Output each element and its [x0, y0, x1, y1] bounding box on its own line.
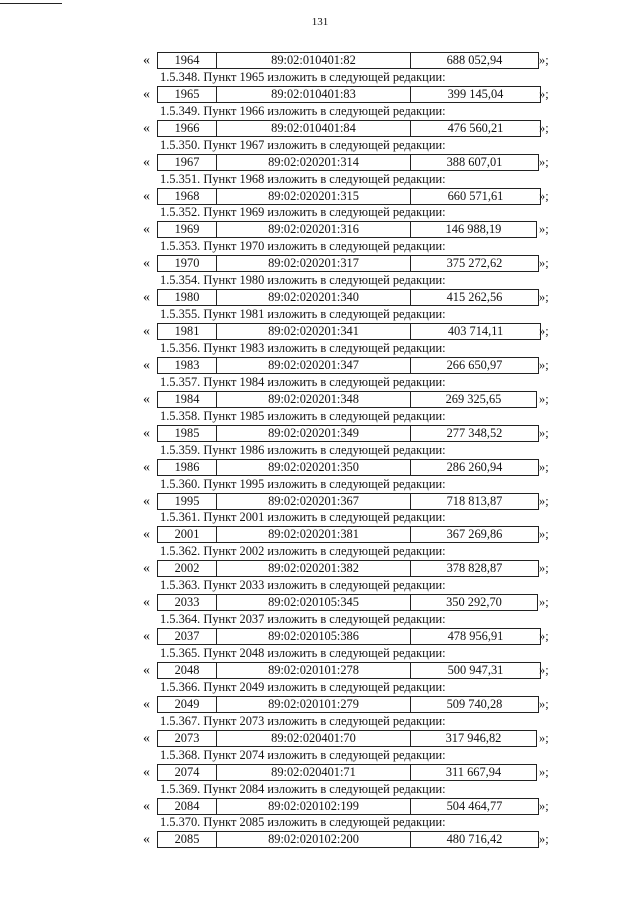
cadastral-number-cell: 89:02:020401:71: [216, 765, 410, 780]
value-cell: 480 716,42: [410, 832, 538, 847]
value-cell: 476 560,21: [410, 121, 540, 136]
item-number-cell: 2001: [174, 527, 200, 542]
quote-close: »;: [539, 493, 549, 508]
quote-open: «: [143, 764, 150, 780]
amendment-entry: [0, 240, 640, 274]
amendment-paragraph: 1.5.362. Пункт 2002 изложить в следующей редакции:: [160, 544, 446, 559]
table-row-box: [157, 696, 539, 713]
value-cell: 504 464,77: [410, 799, 538, 814]
quote-close: »;: [539, 53, 549, 67]
quote-open: «: [143, 391, 150, 407]
document-body: [0, 52, 640, 850]
cadastral-number-cell: 89:02:020201:367: [216, 494, 410, 509]
cadastral-number-cell: 89:02:020201:340: [216, 290, 410, 305]
amendment-entry: [0, 173, 640, 207]
amendment-paragraph: 1.5.370. Пункт 2085 изложить в следующей редакции:: [160, 815, 446, 830]
table-row-box: [157, 255, 539, 272]
quote-close: »;: [539, 154, 549, 169]
table-row: [0, 52, 640, 69]
table-row-box: [157, 323, 541, 340]
quote-close: »;: [539, 256, 549, 271]
value-cell: 277 348,52: [410, 426, 538, 441]
amendment-entry: [0, 783, 640, 817]
value-cell: 311 667,94: [410, 765, 536, 780]
quote-open: «: [143, 663, 150, 679]
cadastral-number-cell: 89:02:020102:200: [216, 832, 410, 847]
amendment-entry: [0, 206, 640, 240]
amendment-paragraph: 1.5.353. Пункт 1970 изложить в следующей редакции:: [160, 239, 446, 254]
amendment-paragraph: 1.5.368. Пункт 2074 изложить в следующей редакции:: [160, 747, 446, 762]
item-number-cell: 2037: [174, 629, 200, 644]
table-row: [0, 357, 640, 374]
amendment-entry: [0, 511, 640, 545]
value-cell: 660 571,61: [410, 189, 540, 204]
amendment-paragraph: 1.5.348. Пункт 1965 изложить в следующей редакции:: [160, 69, 446, 84]
quote-open: «: [143, 256, 150, 272]
value-cell: 146 988,19: [410, 222, 536, 237]
table-row-box: [157, 188, 541, 205]
amendment-paragraph: 1.5.361. Пункт 2001 изложить в следующей редакции:: [160, 510, 446, 525]
amendment-paragraph: 1.5.349. Пункт 1966 изложить в следующей редакции:: [160, 103, 446, 118]
item-number-cell: 2085: [174, 832, 200, 847]
item-number-cell: 1970: [174, 256, 200, 271]
amendment-paragraph: 1.5.355. Пункт 1981 изложить в следующей редакции:: [160, 307, 446, 322]
amendment-entry: [0, 308, 640, 342]
amendment-entry: [0, 749, 640, 783]
quote-open: «: [143, 120, 150, 136]
amendment-entry: [0, 545, 640, 579]
cadastral-number-cell: 89:02:020201:317: [216, 256, 410, 271]
item-number-cell: 1968: [174, 188, 200, 203]
table-row: [0, 493, 640, 510]
quote-close: »;: [539, 798, 549, 813]
amendment-paragraph: 1.5.354. Пункт 1980 изложить в следующей редакции:: [160, 273, 446, 288]
value-cell: 688 052,94: [410, 53, 538, 68]
quote-close: »;: [539, 86, 549, 101]
amendment-entry: [0, 478, 640, 512]
quote-close: »;: [539, 120, 549, 135]
item-number-cell: 1969: [174, 222, 200, 237]
amendment-entry: [0, 342, 640, 376]
quote-open: «: [143, 188, 150, 204]
quote-open: «: [143, 290, 150, 306]
value-cell: 350 292,70: [410, 595, 537, 610]
cadastral-number-cell: 89:02:010401:84: [216, 121, 410, 136]
amendment-entry: [0, 274, 640, 308]
cadastral-number-cell: 89:02:020105:386: [216, 629, 410, 644]
quote-open: «: [143, 222, 150, 238]
item-number-cell: 1984: [174, 391, 200, 406]
value-cell: 286 260,94: [410, 460, 538, 475]
quote-close: »;: [539, 629, 549, 644]
table-row-box: [157, 560, 539, 577]
amendment-paragraph: 1.5.359. Пункт 1986 изложить в следующей редакции:: [160, 442, 446, 457]
cadastral-number-cell: 89:02:020201:382: [216, 561, 410, 576]
table-row: [0, 391, 640, 408]
item-number-cell: 1967: [174, 154, 200, 169]
table-row-box: [157, 86, 541, 103]
amendment-entry: [0, 139, 640, 173]
table-row: [0, 323, 640, 340]
item-number-cell: 1965: [174, 86, 200, 101]
quote-close: »;: [539, 324, 549, 339]
quote-open: «: [143, 53, 150, 68]
quote-open: «: [143, 86, 150, 102]
table-row-box: [157, 730, 537, 747]
quote-open: «: [143, 629, 150, 645]
cadastral-number-cell: 89:02:020101:279: [216, 697, 410, 712]
amendment-entry: [0, 681, 640, 715]
value-cell: 375 272,62: [410, 256, 538, 271]
cadastral-number-cell: 89:02:020101:278: [216, 663, 410, 678]
quote-open: «: [143, 696, 150, 712]
amendment-paragraph: 1.5.357. Пункт 1984 изложить в следующей редакции:: [160, 374, 446, 389]
cadastral-number-cell: 89:02:020201:381: [216, 527, 410, 542]
cadastral-number-cell: 89:02:020201:341: [216, 324, 410, 339]
table-row-box: [157, 120, 541, 137]
table-row: [0, 560, 640, 577]
item-number-cell: 1983: [174, 358, 200, 373]
amendment-paragraph: 1.5.358. Пункт 1985 изложить в следующей редакции:: [160, 408, 446, 423]
quote-open: «: [143, 459, 150, 475]
table-row: [0, 831, 640, 848]
quote-close: »;: [539, 527, 549, 542]
amendment-entry: [0, 71, 640, 105]
table-row: [0, 798, 640, 815]
cadastral-number-cell: 89:02:020401:70: [216, 731, 410, 746]
value-cell: 399 145,04: [410, 87, 540, 102]
item-number-cell: 2084: [174, 798, 200, 813]
page-number: 131: [311, 16, 329, 28]
table-row-box: [157, 357, 539, 374]
amendment-paragraph: 1.5.364. Пункт 2037 изложить в следующей редакции:: [160, 612, 446, 627]
amendment-paragraph: 1.5.356. Пункт 1983 изложить в следующей редакции:: [160, 341, 446, 356]
table-row-box: [157, 221, 537, 238]
value-cell: 718 813,87: [410, 494, 538, 509]
amendment-paragraph: 1.5.360. Пункт 1995 изложить в следующей редакции:: [160, 476, 446, 491]
item-number-cell: 1981: [174, 324, 200, 339]
table-row-box: [157, 459, 539, 476]
table-row: [0, 86, 640, 103]
value-cell: 403 714,11: [410, 324, 540, 339]
table-row-box: [157, 52, 539, 69]
table-row: [0, 730, 640, 747]
table-row-entry: [0, 52, 640, 71]
quote-close: »;: [539, 391, 549, 406]
item-number-cell: 1986: [174, 459, 200, 474]
table-row: [0, 154, 640, 171]
cadastral-number-cell: 89:02:020105:345: [216, 595, 410, 610]
top-rule: [0, 3, 62, 4]
amendment-paragraph: 1.5.363. Пункт 2033 изложить в следующей редакции:: [160, 578, 446, 593]
cadastral-number-cell: 89:02:010401:82: [216, 53, 410, 68]
amendment-entry: [0, 715, 640, 749]
table-row: [0, 289, 640, 306]
quote-close: »;: [539, 663, 549, 678]
cadastral-number-cell: 89:02:020201:349: [216, 426, 410, 441]
amendment-entry: [0, 816, 640, 850]
value-cell: 378 828,87: [410, 561, 538, 576]
amendment-entry: [0, 647, 640, 681]
quote-close: »;: [539, 459, 549, 474]
table-row-box: [157, 662, 541, 679]
quote-close: »;: [539, 595, 549, 610]
value-cell: 266 650,97: [410, 358, 538, 373]
table-row-box: [157, 798, 539, 815]
quote-open: «: [143, 561, 150, 577]
quote-open: «: [143, 425, 150, 441]
amendment-paragraph: 1.5.369. Пункт 2084 изложить в следующей редакции:: [160, 781, 446, 796]
value-cell: 317 946,82: [410, 731, 536, 746]
cadastral-number-cell: 89:02:020201:347: [216, 358, 410, 373]
cadastral-number-cell: 89:02:020201:314: [216, 155, 410, 170]
table-row: [0, 120, 640, 137]
table-row-box: [157, 425, 539, 442]
value-cell: 415 262,56: [410, 290, 538, 305]
table-row-box: [157, 289, 539, 306]
table-row: [0, 459, 640, 476]
value-cell: 509 740,28: [410, 697, 538, 712]
value-cell: 269 325,65: [410, 392, 536, 407]
table-row-box: [157, 594, 538, 611]
amendment-paragraph: 1.5.366. Пункт 2049 изложить в следующей редакции:: [160, 679, 446, 694]
quote-close: »;: [539, 425, 549, 440]
amendment-entry: [0, 376, 640, 410]
quote-close: »;: [539, 764, 549, 779]
quote-close: »;: [539, 730, 549, 745]
amendment-entry: [0, 613, 640, 647]
table-row: [0, 662, 640, 679]
table-row: [0, 764, 640, 781]
table-row: [0, 221, 640, 238]
item-number-cell: 1966: [174, 120, 200, 135]
quote-close: »;: [539, 696, 549, 711]
table-row: [0, 628, 640, 645]
quote-open: «: [143, 358, 150, 374]
table-row: [0, 594, 640, 611]
quote-open: «: [143, 527, 150, 543]
amendment-entry: [0, 579, 640, 613]
item-number-cell: 1964: [174, 53, 200, 67]
cadastral-number-cell: 89:02:020201:348: [216, 392, 410, 407]
cadastral-number-cell: 89:02:020201:350: [216, 460, 410, 475]
cadastral-number-cell: 89:02:010401:83: [216, 87, 410, 102]
amendment-entry: [0, 410, 640, 444]
quote-close: »;: [539, 188, 549, 203]
table-row: [0, 188, 640, 205]
value-cell: 478 956,91: [410, 629, 540, 644]
amendment-paragraph: 1.5.352. Пункт 1969 изложить в следующей редакции:: [160, 205, 446, 220]
item-number-cell: 2033: [174, 595, 200, 610]
value-cell: 367 269,86: [410, 527, 538, 542]
quote-open: «: [143, 798, 150, 814]
table-row-box: [157, 831, 539, 848]
table-row-box: [157, 391, 537, 408]
quote-close: »;: [539, 290, 549, 305]
amendment-paragraph: 1.5.350. Пункт 1967 изложить в следующей редакции:: [160, 137, 446, 152]
amendment-paragraph: 1.5.367. Пункт 2073 изложить в следующей редакции:: [160, 713, 446, 728]
table-row-box: [157, 764, 537, 781]
item-number-cell: 2048: [174, 663, 200, 678]
cadastral-number-cell: 89:02:020201:316: [216, 222, 410, 237]
item-number-cell: 1985: [174, 425, 200, 440]
table-row: [0, 696, 640, 713]
item-number-cell: 1995: [174, 493, 200, 508]
item-number-cell: 2002: [174, 561, 200, 576]
amendment-paragraph: 1.5.365. Пункт 2048 изложить в следующей редакции:: [160, 646, 446, 661]
table-row: [0, 526, 640, 543]
item-number-cell: 2049: [174, 696, 200, 711]
quote-open: «: [143, 324, 150, 340]
quote-open: «: [143, 832, 150, 848]
item-number-cell: 2074: [174, 764, 200, 779]
quote-open: «: [143, 595, 150, 611]
quote-open: «: [143, 154, 150, 170]
cadastral-number-cell: 89:02:020102:199: [216, 799, 410, 814]
table-row-box: [157, 493, 539, 510]
quote-close: »;: [539, 832, 549, 847]
cadastral-number-cell: 89:02:020201:315: [216, 189, 410, 204]
quote-open: «: [143, 493, 150, 509]
item-number-cell: 2073: [174, 730, 200, 745]
quote-open: «: [143, 730, 150, 746]
amendment-paragraph: 1.5.351. Пункт 1968 изложить в следующей редакции:: [160, 171, 446, 186]
amendment-entry: [0, 105, 640, 139]
amendment-entry: [0, 444, 640, 478]
table-row: [0, 255, 640, 272]
table-row: [0, 425, 640, 442]
table-row-box: [157, 154, 539, 171]
quote-close: »;: [539, 358, 549, 373]
value-cell: 500 947,31: [410, 663, 540, 678]
item-number-cell: 1980: [174, 290, 200, 305]
table-row-box: [157, 526, 539, 543]
quote-close: »;: [539, 222, 549, 237]
table-row-box: [157, 628, 541, 645]
value-cell: 388 607,01: [410, 155, 538, 170]
quote-close: »;: [539, 561, 549, 576]
